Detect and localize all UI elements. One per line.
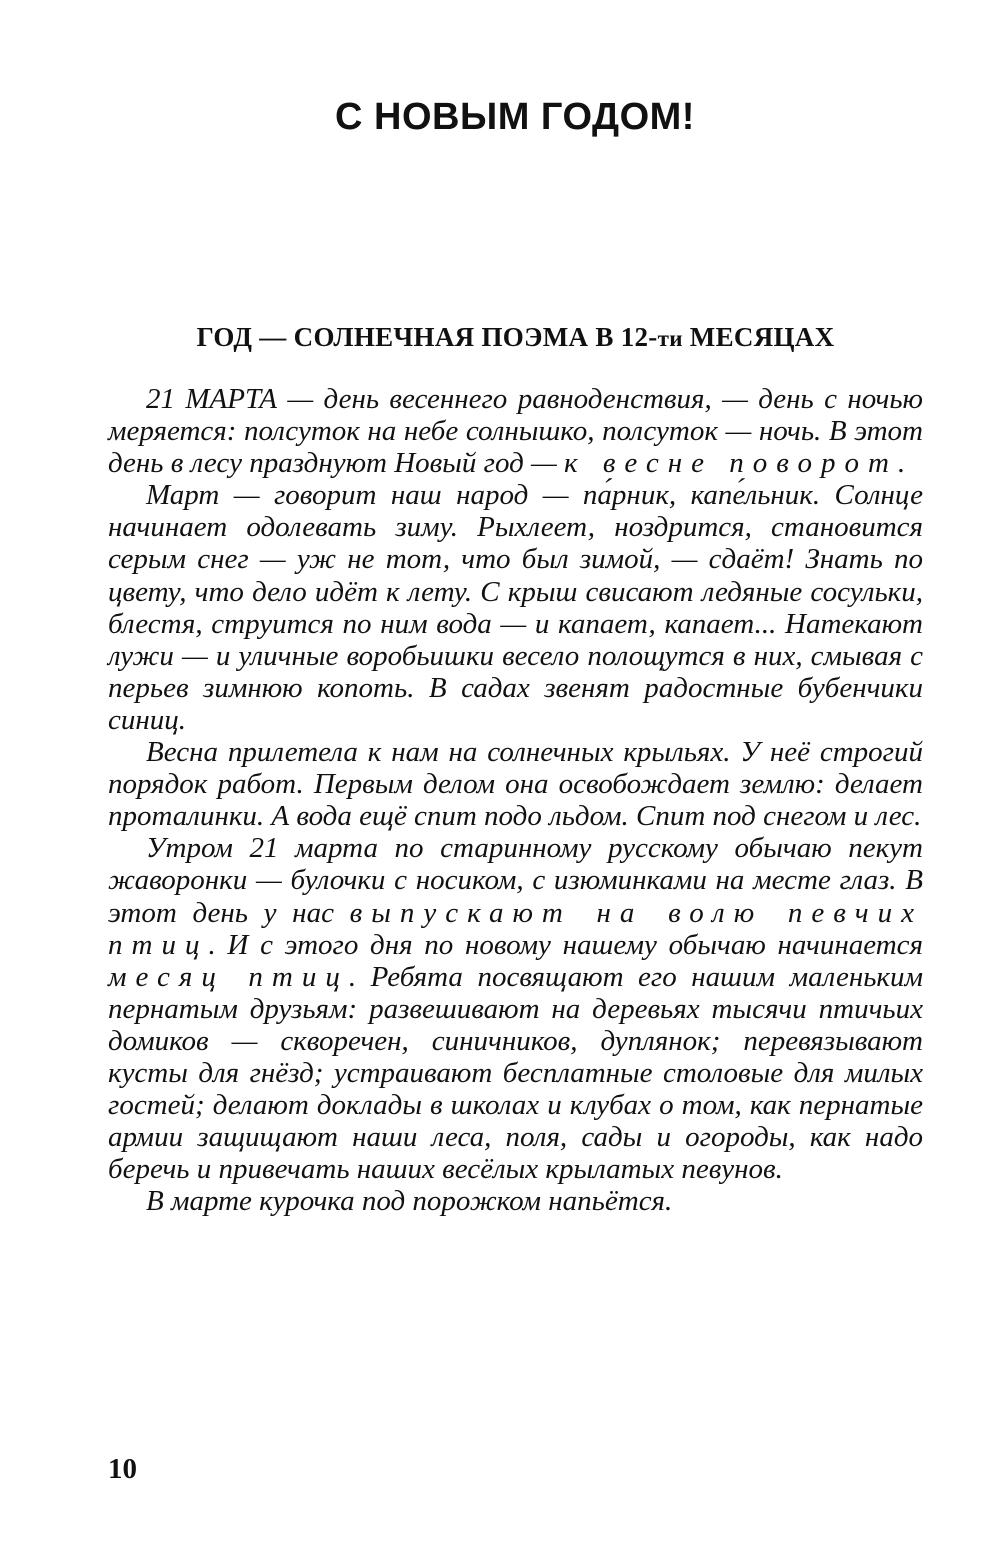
- paragraph-5: В марте курочка под порожком напьётся.: [146, 1185, 673, 1218]
- paragraph-1-text: 21 МАРТА — день весеннего равноденствия, — день с ночью меряется: полсуток на небе солнышко, полсуток — ночь. В этот день в лесу празднуют Новый год —: [108, 383, 923, 480]
- page-number: 10: [108, 1453, 137, 1485]
- paragraph-4-emphasis-2: месяц птиц: [108, 960, 349, 993]
- paragraph-2: Март — говорит наш народ — па́рник, капе́льник. Солнце начинает одолевать зиму. Рыхлеет, ноздрится, становится серым снег — уж не тот, что был зимой, — сдаёт! Знать по цвету, что дело идёт к лету. С крыш свисают ледяные сосульки, блестя, струится по ним вода — и капает, капает... Натекают лужи — и уличные воробьишки весело полощутся в них, смывая с перьев зимнюю копоть. В садах звенят радостные бубенчики синиц.: [108, 479, 923, 736]
- section-title-part1: ГОД — СОЛНЕЧНАЯ ПОЭМА В 12-: [196, 322, 658, 352]
- section-title-part3: МЕСЯЦАХ: [682, 322, 835, 352]
- paragraph-4-text-3: . Ребята посвящают его нашим маленьким пернатым друзьям: развешивают на деревьях тысячи птичьих домиков — скворечен, синичников, дуплянок; перевязывают кусты для гнёзд; устраивают бесплатные столовые для милых гостей; делают доклады в школах и клубах о том, как пернатые армии защищают наши леса, поля, сады и огороды, как надо беречь и привечать наших весёлых крылатых певунов.: [108, 960, 923, 1186]
- paragraph-4: [108, 832, 923, 1185]
- section-title: [108, 322, 923, 353]
- paragraph-1-tail: .: [897, 447, 906, 480]
- paragraph-4-text-1: Утром 21 марта по старинному русскому обычаю пекут жаворонки — булочки с носиком, с изюминками на месте глаз. В этот день у нас: [108, 832, 923, 929]
- paragraph-4-emphasis-1: выпускают на волю певчих птиц: [108, 896, 923, 961]
- page-title: С НОВЫМ ГОДОМ!: [335, 96, 695, 138]
- paragraph-1-emphasis: к весне поворот: [564, 447, 898, 480]
- paragraph-3: Весна прилетела к нам на солнечных крыльях. У неё строгий порядок работ. Первым делом она освобождает землю: делает проталинки. А вода ещё спит подо льдом. Спит под снегом и лес.: [108, 736, 923, 833]
- paragraph-1: [108, 383, 923, 479]
- section-title-suffix: ти: [657, 326, 683, 351]
- paragraph-4-text-2: . И с этого дня по новому нашему обычаю начинается: [208, 928, 923, 961]
- article-body: [108, 383, 923, 1217]
